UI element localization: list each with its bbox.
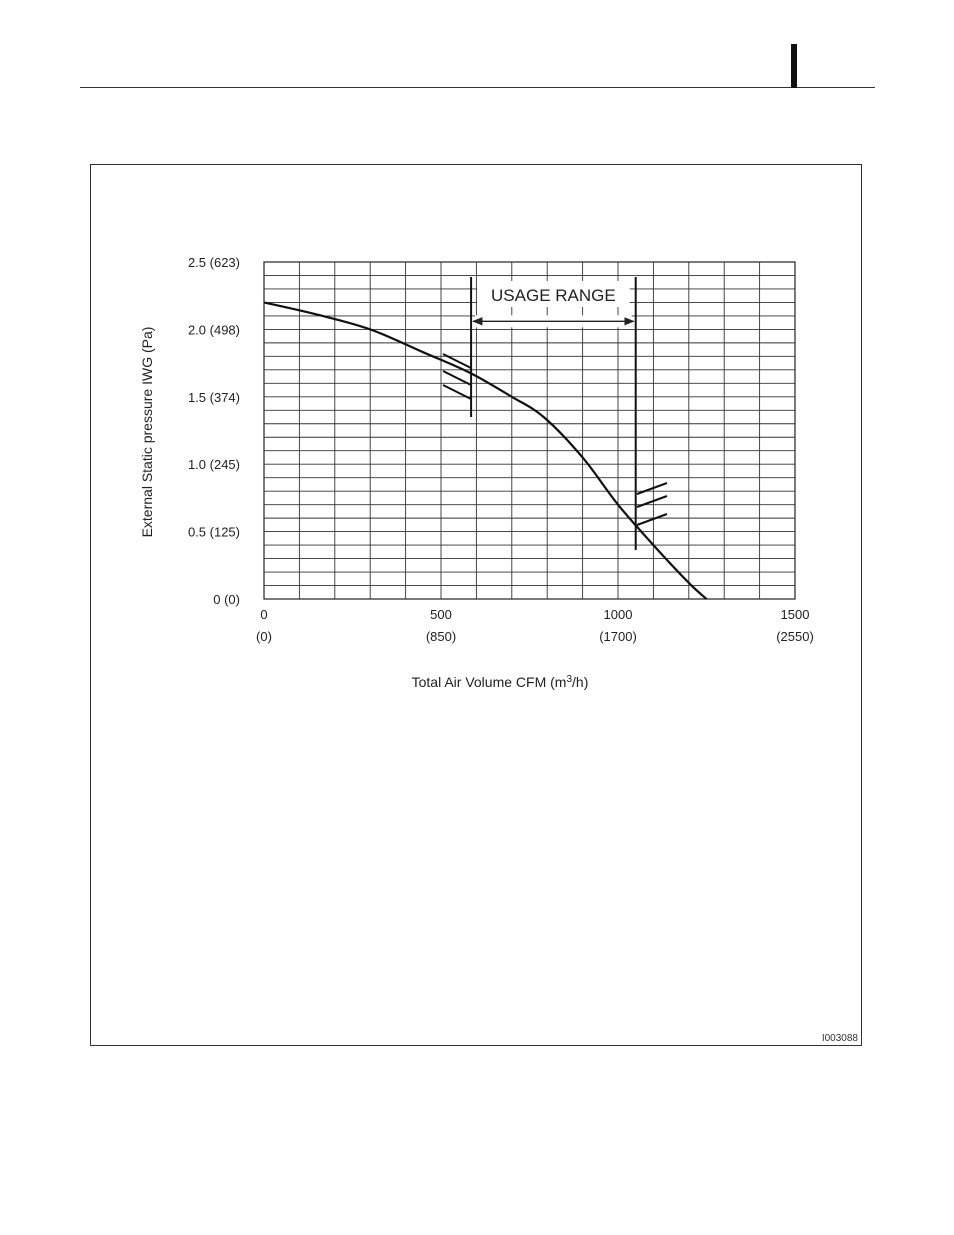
x-tick-label: 0 — [260, 607, 268, 622]
x-tick-label: 1500 — [780, 607, 810, 622]
usage-range-hatch — [637, 514, 667, 525]
y-tick-label: 0 (0) — [213, 592, 240, 607]
x-axis-label-main: Total Air Volume CFM (m — [411, 674, 567, 690]
figure-id: I003088 — [821, 1033, 858, 1044]
y-tick-label: 2.0 (498) — [187, 322, 240, 338]
y-axis-ticks — [188, 255, 240, 607]
plot-border — [264, 262, 795, 599]
usage-range-hatch — [637, 483, 667, 494]
y-tick-label: 0.5 (125) — [187, 524, 240, 540]
x-tick-sublabel: (1700) — [599, 629, 637, 644]
x-tick-sublabel: (0) — [256, 629, 272, 644]
usage-range-label: USAGE RANGE — [491, 286, 616, 305]
grid — [264, 262, 795, 599]
y-tick-label: 1.5 (374) — [187, 389, 240, 405]
x-axis-ticks — [256, 607, 814, 644]
x-tick-sublabel: (850) — [425, 629, 457, 644]
x-axis-label-sup: 3 — [566, 674, 573, 685]
y-axis-label: External Static pressure IWG (Pa) — [139, 326, 155, 538]
x-tick-label: 1000 — [603, 607, 633, 622]
x-tick-sublabel: (2550) — [776, 629, 814, 644]
x-axis-label-end: /h) — [572, 674, 589, 690]
x-axis-label — [412, 674, 589, 690]
usage-range-hatch — [637, 496, 667, 507]
y-tick-label: 1.0 (245) — [187, 457, 240, 473]
x-tick-label: 500 — [430, 607, 452, 622]
y-tick-label: 2.5 (623) — [187, 255, 240, 270]
